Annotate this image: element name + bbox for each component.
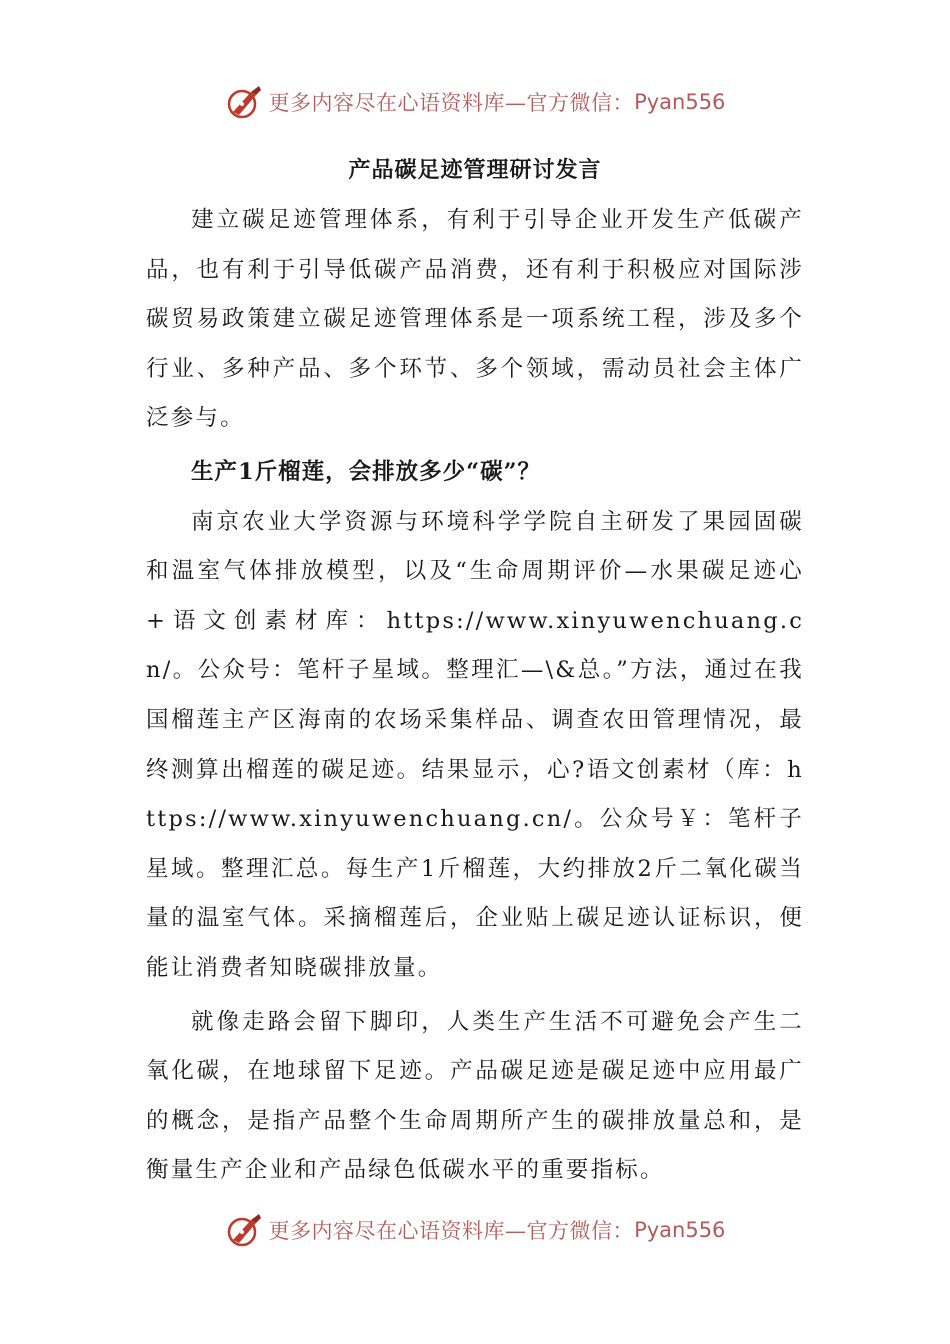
section-heading: 生产1斤榴莲，会排放多少“碳”？ xyxy=(191,458,542,485)
banner-wechat-id: Pyan556 xyxy=(634,90,726,114)
footer-banner xyxy=(0,1208,950,1252)
header-banner xyxy=(0,80,950,124)
pen-nib-logo-icon xyxy=(225,82,265,122)
paragraph-footprint: 就像走路会留下脚印，人类生产生活不可避免会产生二氧化碳，在地球留下足迹。产品碳足迹是碳足迹中应用最广的概念，是指产品整个生命周期所产生的碳排放量总和，是衡量生产企业和产品绿色低碳水平的重要指标。 xyxy=(146,1008,804,1184)
paragraph-intro: 建立碳足迹管理体系，有利于引导企业开发生产低碳产品，也有利于引导低碳产品消费，还有利于积极应对国际涉碳贸易政策建立碳足迹管理体系是一项系统工程，涉及多个行业、多种产品、多个环节、多个领域，需动员社会主体广泛参与。 xyxy=(146,207,804,432)
banner-text: 更多内容尽在心语资料库—官方微信： xyxy=(268,1219,635,1243)
banner-wechat-id: Pyan556 xyxy=(634,1218,726,1242)
document-body xyxy=(146,150,804,1200)
paragraph-durian: 南京农业大学资源与环境科学学院自主研发了果园固碳和温室气体排放模型，以及“生命周期评价—水果碳足迹心+语文创素材库：https://www.xinyuwenchuang.cn/。公众号：笔杆子星域。整理汇—\&总。”方法，通过在我国榴莲主产区海南的农场采集样品、调查农田管理情况，最终测算出榴莲的碳足迹。结果显示，心?语文创素材（库：https://www.xinyuwenchuang.cn/。公众号￥：笔杆子星域。整理汇总。每生产1斤榴莲，大约排放2斤二氧化碳当量的温室气体。采摘榴莲后，企业贴上碳足迹认证标识，便能让消费者知晓碳排放量。 xyxy=(146,508,804,981)
pen-nib-logo-icon xyxy=(225,1210,265,1250)
document-title: 产品碳足迹管理研讨发言 xyxy=(348,157,602,183)
banner-text: 更多内容尽在心语资料库—官方微信： xyxy=(268,91,635,115)
